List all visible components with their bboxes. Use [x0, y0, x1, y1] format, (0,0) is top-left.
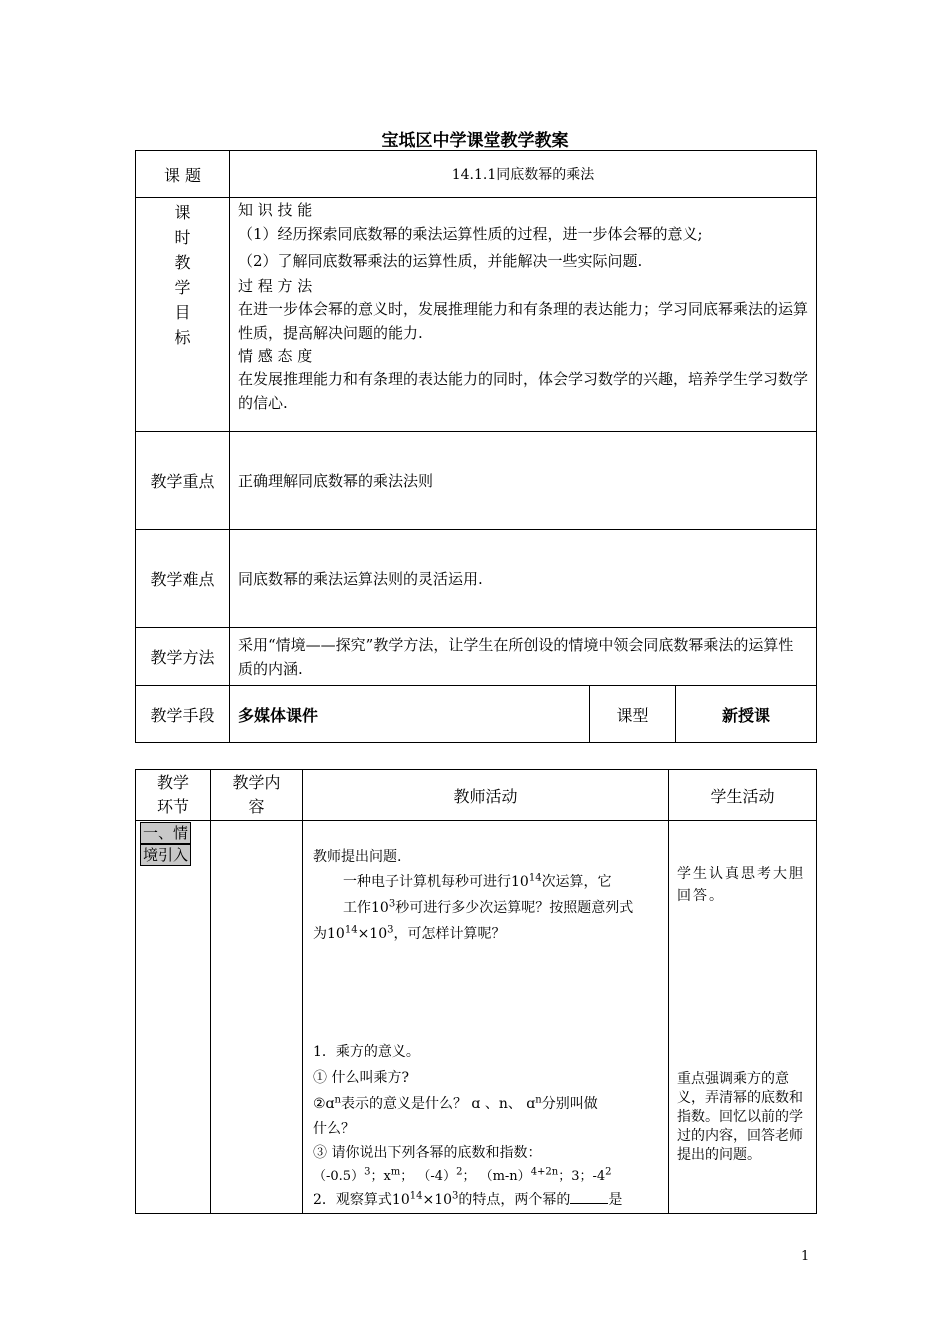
- means-value: 多媒体课件: [230, 686, 590, 743]
- topic-label: 课 题: [136, 151, 230, 198]
- objective-heading-process: 过 程 方 法: [238, 277, 313, 295]
- header-student-activity: 学生活动: [669, 770, 817, 821]
- teacher-question: ②ɑ$^n$表示的意义是什么？ ɑ 、n、 ɑ$^n$分别叫做: [313, 1094, 598, 1112]
- fill-blank: [570, 1189, 608, 1204]
- teacher-text: 工作$10^3$秒可进行多少次运算呢？按照题意列式: [343, 898, 634, 916]
- difficulty-label: 教学难点: [136, 530, 230, 628]
- method-value: 采用“情境——探究”教学方法，让学生在所创设的情境中领会同底数幂乘法的运算性质的内涵.: [230, 628, 817, 686]
- lesson-type-label: 课型: [590, 686, 676, 743]
- page-number: 1: [801, 1249, 810, 1264]
- objectives-label: 课 时 教 学 目 标: [136, 198, 230, 432]
- objective-heading-knowledge: 知 识 技 能: [238, 201, 313, 219]
- student-text: 学生认真思考大胆回答。: [677, 866, 805, 904]
- teacher-text: 教师提出问题.: [313, 849, 402, 865]
- difficulty-value: 同底数幂的乘法运算法则的灵活运用.: [230, 530, 817, 628]
- teacher-question: 2．观察算式$10^{14}\times 10^3$的特点，两个幂的 是: [313, 1190, 623, 1208]
- stage-cell: [136, 821, 211, 1214]
- doc-title: 宝坻区中学课堂教学教案: [381, 131, 569, 151]
- objective-heading-emotion: 情 感 态 度: [238, 347, 313, 365]
- teacher-text: 为$10^{14}\times 10^3$，可怎样计算呢？: [313, 924, 506, 942]
- lesson-info-table: [135, 150, 817, 743]
- topic-value: 14.1.1同底数幂的乘法: [230, 151, 817, 198]
- objective-line: （2）了解同底数幂乘法的运算性质，并能解决一些实际问题.: [238, 252, 643, 270]
- header-content: 教学内 容: [211, 770, 303, 821]
- objective-line: 在进一步体会幂的意义时，发展推理能力和有条理的表达能力；学习同底幂乘法的运算性质，提高解决问题的能力.: [238, 300, 809, 342]
- key-point-value: 正确理解同底数幂的乘法法则: [230, 432, 817, 530]
- student-text: 重点强调乘方的意义，弄清幂的底数和指数。回忆以前的学过的内容，回答老师提出的问题。: [677, 1071, 803, 1163]
- means-label: 教学手段: [136, 686, 230, 743]
- content-cell: [211, 821, 303, 1214]
- teacher-question: 1．乘方的意义。: [313, 1044, 420, 1060]
- header-stage: 教学 环节: [136, 770, 211, 821]
- teacher-question: ① 什么叫乘方?: [313, 1070, 409, 1086]
- stage-label-line: 境引入: [140, 844, 191, 866]
- stage-label-line: 一、情: [140, 822, 191, 844]
- teaching-process-table: [135, 769, 817, 1214]
- lesson-type-value: 新授课: [676, 686, 817, 743]
- teacher-text: 一种电子计算机每秒可进行$10^{14}$次运算，它: [343, 872, 612, 890]
- key-point-label: 教学重点: [136, 432, 230, 530]
- objectives-content: [230, 198, 817, 432]
- objective-line: （1）经历探索同底数幂的乘法运算性质的过程，进一步体会幂的意义;: [238, 225, 703, 243]
- teacher-question: 什么？: [313, 1121, 355, 1137]
- objective-line: 在发展推理能力和有条理的表达能力的同时，体会学习数学的兴趣，培养学生学习数学的信心.: [238, 370, 809, 412]
- header-teacher-activity: 教师活动: [303, 770, 669, 821]
- teacher-activity-cell: [303, 821, 669, 1214]
- teacher-question: ③ 请你说出下列各幂的底数和指数：: [313, 1145, 542, 1161]
- method-label: 教学方法: [136, 628, 230, 686]
- student-activity-cell: [669, 821, 817, 1214]
- teacher-question: $(-0.5)^3$；$x^m$； $(-4)^2$； $(m-n)^{4+2n}$；3；$-4^2$: [313, 1166, 612, 1184]
